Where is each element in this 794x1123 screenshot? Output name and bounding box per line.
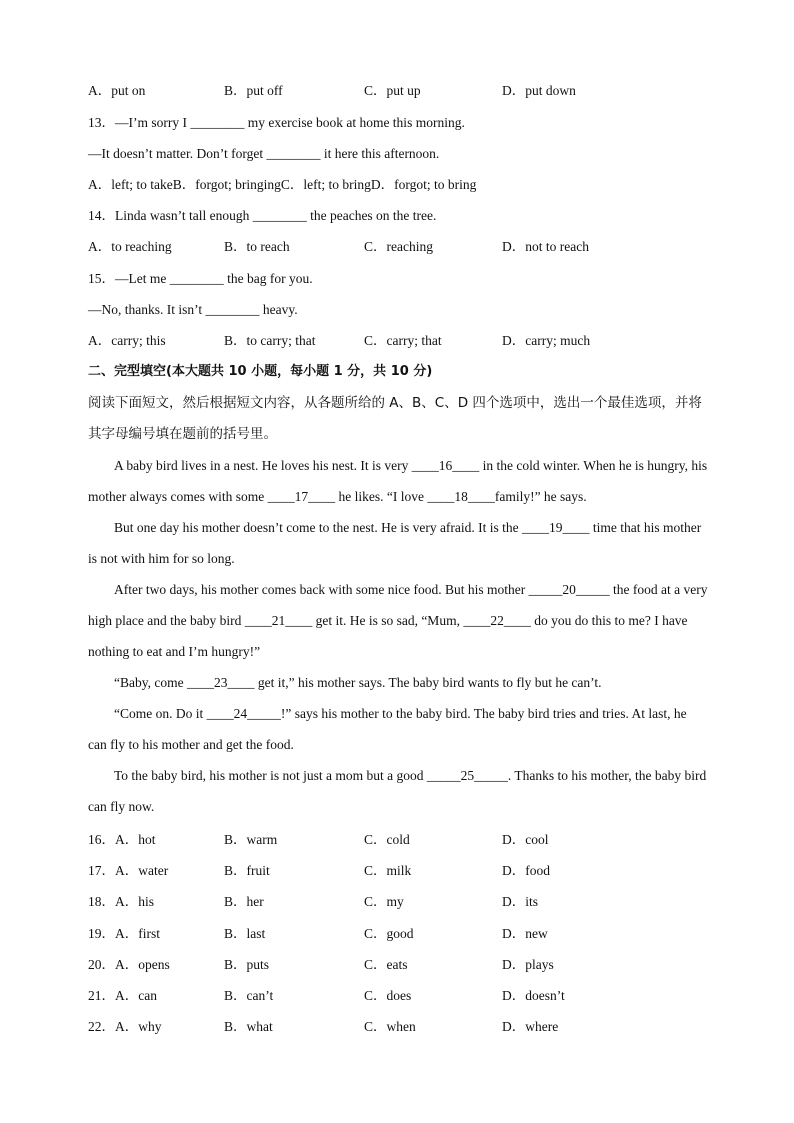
cloze-option-row (88, 1015, 728, 1039)
q13-options: A．left; to takeB．forgot; bringingC．left; to bringD．forgot; to bring (88, 177, 477, 192)
section-heading: 二、完型填空(本大题共 10 小题，每小题 1 分，共 10 分) (88, 364, 433, 379)
passage-text: “Come on. Do it (114, 706, 207, 721)
passage-paragraph (88, 574, 708, 667)
cloze-option-row (88, 859, 728, 883)
option-b: B．her (224, 894, 264, 910)
q12-options (88, 79, 728, 103)
option-c: C．milk (364, 863, 412, 879)
passage-text: But one day his mother doesn’t come to the nest. He is very afraid. It is the (114, 520, 523, 535)
cloze-blank: ____18____ (427, 489, 495, 504)
option-c: C．cold (364, 832, 410, 847)
option-b: B．last (224, 925, 266, 941)
passage-paragraph (88, 667, 708, 698)
option-c: C．my (364, 894, 404, 910)
cloze-passage (88, 450, 708, 822)
option-d: D．new (502, 925, 548, 941)
passage-text: !” says his mother to the baby bird. The baby bird tries and tries. At last, he can fly to his mother and get the food. (88, 706, 687, 752)
option-b: B．to reach (224, 239, 290, 254)
passage-text: After two days, his mother comes back with some nice food. But his mother (114, 582, 529, 597)
q15-stem: 15．—Let me ________ the bag for you. (88, 271, 313, 286)
option-c: C．when (364, 1019, 416, 1035)
option-d: D．food (502, 863, 550, 879)
cloze-option-row (88, 922, 728, 946)
option-b: B．fruit (224, 863, 270, 879)
cloze-option-row (88, 828, 728, 852)
q14-options (88, 235, 728, 259)
passage-text: in the cold winter. When he is hungry, his mother always comes with some (88, 458, 708, 504)
passage-paragraph (88, 450, 708, 512)
option-c: C．put up (364, 83, 421, 98)
option-d: D．carry; much (502, 333, 591, 348)
q13-reply: —It doesn’t matter. Don’t forget ________ it here this afternoon. (88, 146, 440, 161)
option-a: A．carry; this (88, 333, 166, 348)
passage-text: To the baby bird, his mother is not just a mom but a good (114, 768, 427, 783)
option-a: 21．A．can (88, 988, 157, 1003)
passage-paragraph (88, 698, 708, 760)
option-d: D．its (502, 894, 539, 910)
passage-text: “Baby, come (114, 675, 187, 690)
option-d: D．put down (502, 83, 576, 98)
option-a: 20．A．opens (88, 956, 170, 972)
cloze-option-row (88, 984, 728, 1008)
cloze-option-row (88, 953, 728, 977)
option-b: B．puts (224, 956, 270, 972)
cloze-blank: ____21____ (244, 613, 313, 628)
q15-reply: —No, thanks. It isn’t ________ heavy. (88, 302, 298, 317)
passage-text: time that his mother is not with him for so long. (88, 520, 702, 566)
passage-text: . Thanks to his mother, the baby bird can fly now. (88, 768, 707, 814)
option-a: 17．A．water (88, 863, 169, 879)
passage-text: get it. He is so sad, “Mum, (312, 613, 464, 628)
option-a: 18．A．his (88, 894, 155, 910)
option-b: B．can’t (224, 988, 274, 1003)
option-b: B．warm (224, 832, 278, 847)
section-instruction: 阅读下面短文，然后根据短文内容，从各题所给的 A、B、C、D 四个选项中，选出一个最佳选项，并将其字母编号填在题前的括号里。 (88, 395, 702, 442)
option-b: B．to carry; that (224, 333, 316, 348)
cloze-option-row (88, 890, 728, 914)
passage-text: he likes. “I love (335, 489, 428, 504)
cloze-blank: _____25_____ (426, 768, 508, 783)
cloze-blank: ____22____ (463, 613, 531, 628)
passage-text: do you do this to me? I have nothing to eat and I’m hungry!” (88, 613, 688, 659)
passage-text: the food at a very high place and the baby bird (88, 582, 708, 628)
option-a: A．put on (88, 83, 146, 98)
option-d: D．where (502, 1019, 559, 1035)
option-a: A．to reaching (88, 239, 172, 254)
option-d: D．not to reach (502, 239, 589, 254)
option-a: 19．A．first (88, 925, 160, 941)
q15-options (88, 329, 728, 353)
option-c: C．carry; that (364, 333, 442, 348)
option-c: C．does (364, 988, 412, 1003)
passage-text: get it,” his mother says. The baby bird wants to fly but he can’t. (254, 675, 602, 690)
cloze-blank: ____19____ (522, 520, 590, 535)
option-d: D．cool (502, 832, 549, 847)
option-b: B．what (224, 1019, 273, 1035)
option-a: 16．A．hot (88, 832, 156, 847)
cloze-blank: ____23____ (186, 675, 255, 690)
passage-text: A baby bird lives in a nest. He loves his nest. It is very (114, 458, 412, 473)
option-c: C．eats (364, 956, 408, 972)
q13-stem: 13．—I’m sorry I ________ my exercise book at home this morning. (88, 115, 465, 130)
q14-stem: 14．Linda wasn’t tall enough ________ the peaches on the tree. (88, 208, 437, 223)
passage-paragraph (88, 512, 708, 574)
option-a: 22．A．why (88, 1019, 162, 1035)
option-d: D．plays (502, 956, 554, 972)
option-c: C．reaching (364, 239, 433, 254)
cloze-blank: ____17____ (267, 489, 336, 504)
cloze-blank: ____24_____ (206, 706, 281, 721)
option-c: C．good (364, 925, 414, 941)
option-d: D．doesn’t (502, 988, 565, 1003)
option-b: B．put off (224, 83, 283, 98)
passage-text: family!” he says. (494, 489, 587, 504)
passage-paragraph (88, 760, 708, 822)
cloze-blank: _____20_____ (528, 582, 610, 597)
cloze-blank: ____16____ (411, 458, 480, 473)
